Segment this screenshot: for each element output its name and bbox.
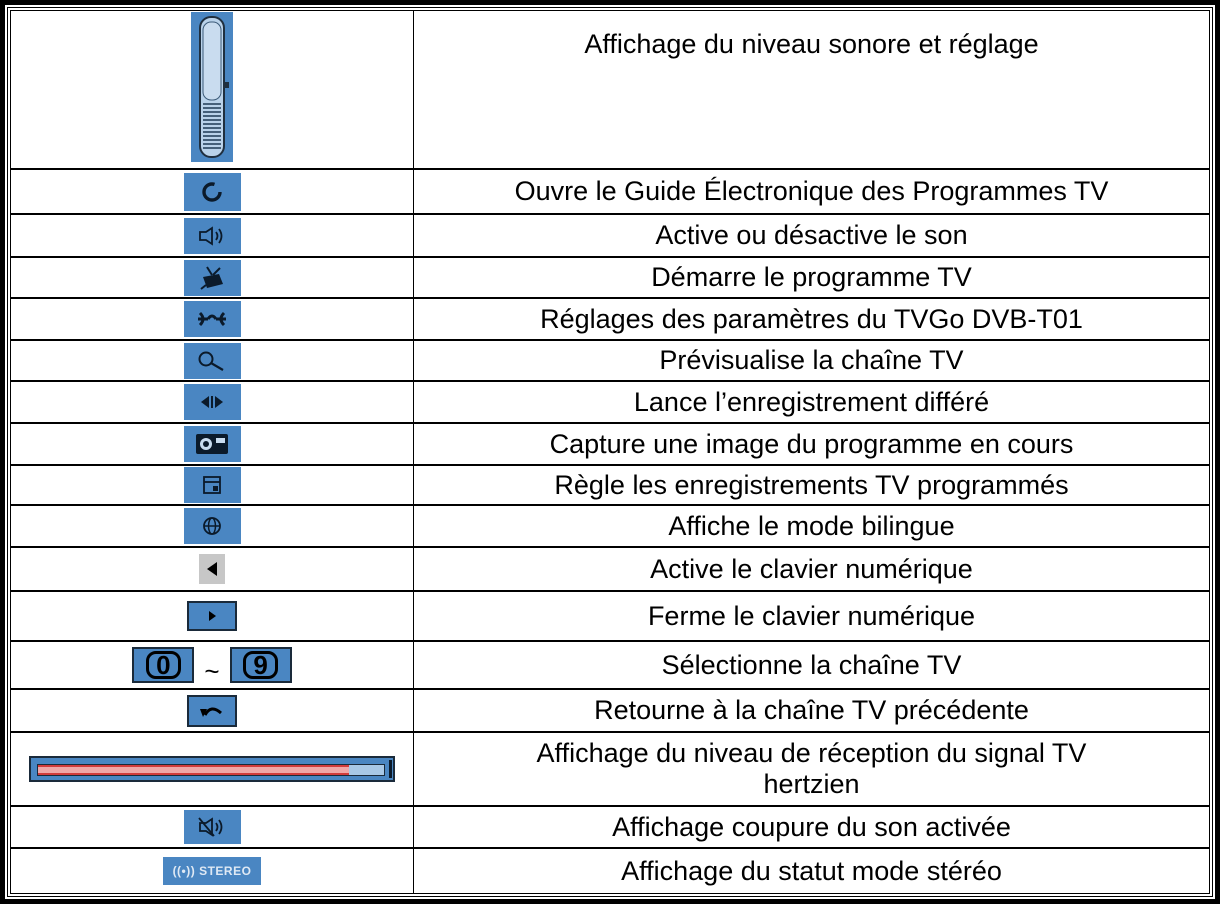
signal-bar-end: [389, 760, 392, 778]
digit-key-0-label: 0: [146, 651, 180, 679]
description-cell: [413, 298, 1210, 340]
icon-cell: [10, 505, 414, 547]
icon-cell: [10, 423, 414, 465]
left-arrow-icon: [199, 554, 225, 584]
table-row: [10, 591, 1210, 641]
mute-icon: [184, 810, 241, 844]
icon-cell: [10, 214, 414, 257]
description-cell: [413, 547, 1210, 591]
description-cell: [413, 689, 1210, 732]
table-row: [10, 641, 1210, 689]
magnifier-icon: [184, 343, 241, 379]
description-cell: [413, 806, 1210, 848]
icon-cell: [10, 465, 414, 505]
table-row: [10, 298, 1210, 340]
row-label: Règle les enregistrements TV programmés: [554, 469, 1069, 500]
icon-cell: [10, 689, 414, 732]
icon-cell: [10, 591, 414, 641]
description-cell: [413, 641, 1210, 689]
table-row: [10, 381, 1210, 423]
table-row: [10, 848, 1210, 894]
icon-cell: [10, 641, 414, 689]
icon-cell: [10, 547, 414, 591]
row-label: Affichage du statut mode stéréo: [621, 855, 1002, 886]
icon-cell: [10, 169, 414, 214]
table-row: [10, 214, 1210, 257]
row-label: Prévisualise la chaîne TV: [659, 345, 964, 375]
icon-cell: [10, 732, 414, 806]
table-row: [10, 732, 1210, 806]
description-cell: [413, 381, 1210, 423]
row-label: Active ou désactive le son: [655, 220, 968, 250]
wrench-icon: [184, 301, 241, 337]
description-cell: [413, 591, 1210, 641]
row-label: Démarre le programme TV: [651, 262, 972, 292]
table-row: [10, 257, 1210, 298]
table-row: [10, 547, 1210, 591]
table-row: [10, 505, 1210, 547]
row-label: Réglages des paramètres du TVGo DVB-T01: [540, 303, 1083, 334]
table-row: [10, 689, 1210, 732]
row-label-line2: hertzien: [763, 769, 860, 799]
epg-guide-icon: [184, 173, 241, 211]
speaker-icon: [184, 218, 241, 254]
icon-cell: [10, 298, 414, 340]
digit-keys-icon: [132, 647, 291, 686]
digit-key-9-label: 9: [243, 651, 277, 679]
row-label: Active le clavier numérique: [650, 553, 973, 584]
tv-antenna-icon: [184, 260, 241, 296]
description-cell: [413, 423, 1210, 465]
row-label: Ouvre le Guide Électronique des Programmes TV: [514, 176, 1109, 206]
description-cell: [413, 848, 1210, 894]
row-label: Lance l’enregistrement différé: [633, 386, 990, 417]
description-cell: [413, 505, 1210, 547]
globe-icon: [184, 508, 241, 544]
digit-key-9: [230, 647, 292, 683]
range-separator: ~: [204, 656, 220, 686]
table-row: [10, 465, 1210, 505]
row-label: Capture une image du programme en cours: [549, 428, 1074, 459]
description-cell: [413, 10, 1210, 169]
description-cell: [413, 169, 1210, 214]
icon-cell: [10, 10, 414, 169]
description-cell: [413, 340, 1210, 381]
icon-cell: [10, 340, 414, 381]
description-cell: [413, 257, 1210, 298]
camera-icon: [184, 426, 241, 462]
table-row: [10, 806, 1210, 848]
return-icon: [187, 695, 237, 727]
stereo-icon: [163, 857, 261, 885]
description-cell: [413, 214, 1210, 257]
row-label: Affichage du niveau sonore et réglage: [584, 29, 1039, 59]
icon-cell: [10, 848, 414, 894]
stereo-badge-text: ((•)) STEREO: [172, 864, 252, 878]
icon-cell: [10, 257, 414, 298]
right-arrow-icon: [187, 601, 237, 631]
row-label-line1: Affichage du niveau de réception du signal TV: [536, 738, 1087, 768]
row-label: Ferme le clavier numérique: [647, 600, 976, 631]
row-label: Retourne à la chaîne TV précédente: [594, 695, 1029, 725]
schedule-icon: [184, 467, 241, 503]
row-label: Sélectionne la chaîne TV: [661, 649, 962, 680]
table-row: [10, 10, 1210, 169]
row-label: Affichage coupure du son activée: [612, 811, 1011, 842]
volume-slider-icon: [191, 12, 233, 167]
table-row: [10, 169, 1210, 214]
description-cell: [413, 732, 1210, 806]
icon-cell: [10, 806, 414, 848]
description-cell: [413, 465, 1210, 505]
table-row: [10, 423, 1210, 465]
row-label: Affiche le mode bilingue: [668, 510, 955, 541]
signal-bar-icon: [29, 756, 395, 782]
signal-bar-fill: [38, 765, 349, 775]
timeshift-icon: [184, 384, 241, 420]
icon-cell: [10, 381, 414, 423]
table-row: [10, 340, 1210, 381]
digit-key-0: [132, 647, 194, 683]
